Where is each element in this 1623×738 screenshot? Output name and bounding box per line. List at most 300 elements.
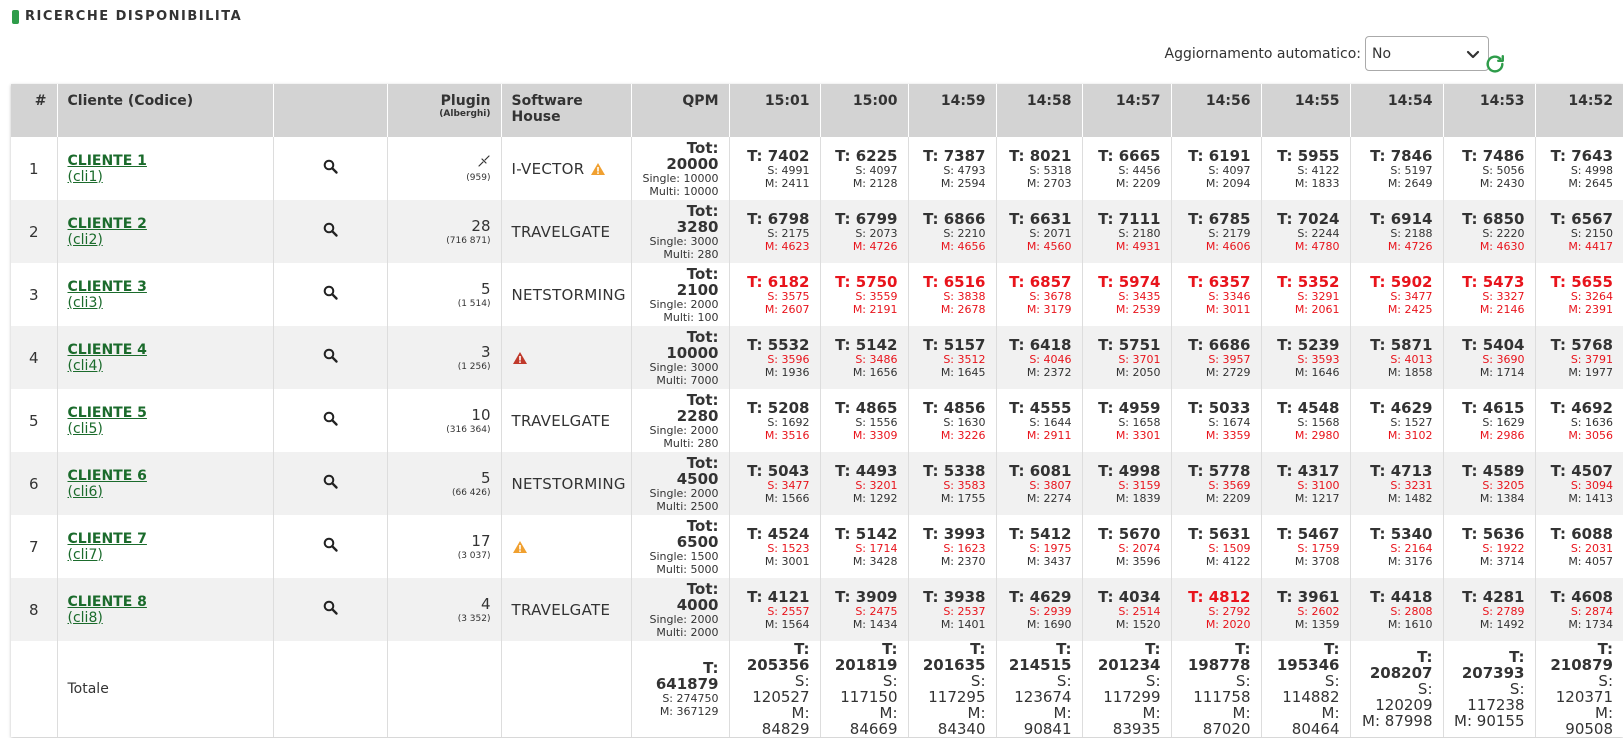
minute-stat-cell xyxy=(996,137,1082,200)
stat-total: T: 5340 xyxy=(1370,524,1433,543)
stat-total: T: 5412 xyxy=(1009,524,1072,543)
stat-total: T: 205356 xyxy=(746,640,810,674)
stat-multi: M: 3596 xyxy=(1115,554,1161,568)
stat-total: T: 4959 xyxy=(1098,398,1161,417)
stat-total: T: 7111 xyxy=(1098,209,1161,228)
stat-multi: M: 2050 xyxy=(1115,365,1161,379)
plugin-cell xyxy=(387,578,501,641)
stat-total: T: 4615 xyxy=(1462,398,1525,417)
search-cell xyxy=(273,515,387,578)
col-header-plugin: Plugin (Alberghi) xyxy=(387,84,501,137)
stat-total: T: 5670 xyxy=(1098,524,1161,543)
client-name-link[interactable]: CLIENTE 6 xyxy=(67,467,147,484)
minute-stat-cell xyxy=(996,200,1082,263)
stat-single: S: 3512 xyxy=(943,352,986,366)
table-row xyxy=(11,137,1623,200)
stat-single: S: 3205 xyxy=(1482,478,1525,492)
plugin-value: 5 xyxy=(480,468,491,487)
client-name-link[interactable]: CLIENTE 5 xyxy=(67,404,147,421)
row-number: 2 xyxy=(11,200,57,263)
stat-single: S: 117238 xyxy=(1467,680,1525,714)
totals-minute-cell xyxy=(1261,641,1350,737)
stat-total: T: 207393 xyxy=(1461,648,1525,682)
stat-total: T: 6799 xyxy=(835,209,898,228)
minute-stat-cell xyxy=(1261,326,1350,389)
software-house-cell xyxy=(501,137,631,200)
plugin-hotels-count: (1 256) xyxy=(457,361,491,372)
stat-single: S: 1674 xyxy=(1208,415,1251,429)
stat-single: S: 2514 xyxy=(1118,604,1161,618)
warning-icon xyxy=(512,540,528,554)
search-icon[interactable] xyxy=(323,222,338,237)
minute-stat-cell xyxy=(1082,515,1171,578)
stat-single: S: 2475 xyxy=(855,604,898,618)
stat-multi: M: 2729 xyxy=(1205,365,1251,379)
stat-multi: M: 84829 xyxy=(761,704,810,738)
stat-single: S: 3346 xyxy=(1208,289,1251,303)
stat-total: T: 6631 xyxy=(1009,209,1072,228)
stat-multi: M: 80464 xyxy=(1291,704,1340,738)
stat-single: S: 4998 xyxy=(1570,163,1613,177)
stat-multi: M: 4656 xyxy=(940,239,986,253)
stat-multi: M: 2094 xyxy=(1205,176,1251,190)
stat-multi: M: 1656 xyxy=(852,365,898,379)
stat-total: T: 4589 xyxy=(1462,461,1525,480)
stat-single: S: 120209 xyxy=(1375,680,1433,714)
stat-single: S: 120371 xyxy=(1555,672,1613,706)
stat-multi: M: 2911 xyxy=(1026,428,1072,442)
client-code-link[interactable]: (cli7) xyxy=(67,546,103,563)
software-house-name: TRAVELGATE xyxy=(511,600,611,619)
stat-total: T: 3909 xyxy=(835,587,898,606)
stat-multi: M: 1690 xyxy=(1026,617,1072,631)
search-icon[interactable] xyxy=(323,159,338,174)
stat-multi: M: 1566 xyxy=(764,491,810,505)
stat-single: S: 5197 xyxy=(1390,163,1433,177)
stat-total: T: 5338 xyxy=(923,461,986,480)
stat-single: S: 120527 xyxy=(752,672,810,706)
stat-single: S: 1636 xyxy=(1570,415,1613,429)
minute-stat-cell xyxy=(820,578,908,641)
search-icon[interactable] xyxy=(323,474,338,489)
minute-stat-cell xyxy=(1443,389,1535,452)
stat-multi: M: 2411 xyxy=(764,176,810,190)
minute-stat-cell xyxy=(820,200,908,263)
stat-single: S: 1568 xyxy=(1297,415,1340,429)
stat-single: S: 1658 xyxy=(1118,415,1161,429)
stat-single: S: 2792 xyxy=(1208,604,1251,618)
stat-single: S: 3678 xyxy=(1029,289,1072,303)
stat-single: S: 2244 xyxy=(1297,226,1340,240)
stat-single: S: 117295 xyxy=(928,672,986,706)
stat-single: S: 2220 xyxy=(1482,226,1525,240)
stat-single: S: 1523 xyxy=(767,541,810,555)
stat-single: S: 3583 xyxy=(943,478,986,492)
minute-stat-cell xyxy=(908,578,996,641)
stat-total: T: 4548 xyxy=(1277,398,1340,417)
stat-total: T: 5033 xyxy=(1188,398,1251,417)
stat-single: S: 1644 xyxy=(1029,415,1072,429)
client-cell xyxy=(57,200,273,263)
stat-multi: M: 4606 xyxy=(1205,239,1251,253)
stat-multi: M: 2607 xyxy=(764,302,810,316)
stat-total: T: 5974 xyxy=(1098,272,1161,291)
minute-stat-cell xyxy=(1443,452,1535,515)
client-name-link[interactable]: CLIENTE 7 xyxy=(67,530,147,547)
minute-stat-cell xyxy=(1350,200,1443,263)
stat-total: T: 4865 xyxy=(835,398,898,417)
stat-single: S: 4793 xyxy=(943,163,986,177)
col-header-time: 14:57 xyxy=(1082,84,1171,137)
search-icon[interactable] xyxy=(323,411,338,426)
stat-total: T: 7846 xyxy=(1370,146,1433,165)
minute-stat-cell xyxy=(908,326,996,389)
client-name-link[interactable]: CLIENTE 2 xyxy=(67,215,147,232)
stat-single: S: 2175 xyxy=(767,226,810,240)
stat-single: S: 3291 xyxy=(1297,289,1340,303)
totals-minute-cell xyxy=(1443,641,1535,737)
stat-total: T: 208207 xyxy=(1369,648,1433,682)
stat-total: T: 7643 xyxy=(1550,146,1613,165)
stat-multi: M: 1564 xyxy=(764,617,810,631)
stat-multi: M: 1520 xyxy=(1115,617,1161,631)
minute-stat-cell xyxy=(1171,326,1261,389)
plugin-cell xyxy=(387,200,501,263)
minute-stat-cell xyxy=(1082,200,1171,263)
col-header-time: 15:00 xyxy=(820,84,908,137)
minute-stat-cell xyxy=(1082,452,1171,515)
stat-total: T: 5473 xyxy=(1462,272,1525,291)
plugin-value: 3 xyxy=(480,342,491,361)
stat-single: S: 2179 xyxy=(1208,226,1251,240)
stat-single: S: 2180 xyxy=(1118,226,1161,240)
stat-single: S: 2031 xyxy=(1570,541,1613,555)
client-name-link[interactable]: CLIENTE 3 xyxy=(67,278,147,295)
stat-total: T: 7402 xyxy=(747,146,810,165)
minute-stat-cell xyxy=(1350,326,1443,389)
minute-stat-cell xyxy=(1171,578,1261,641)
stat-single: S: 1629 xyxy=(1482,415,1525,429)
minute-stat-cell xyxy=(996,263,1082,326)
minute-stat-cell xyxy=(1261,389,1350,452)
plugin-cell xyxy=(387,326,501,389)
stat-single: S: 3575 xyxy=(767,289,810,303)
stat-multi: M: 2980 xyxy=(1294,428,1340,442)
stat-multi: M: 2370 xyxy=(940,554,986,568)
stat-multi: M: 3056 xyxy=(1568,428,1613,442)
minute-stat-cell xyxy=(820,452,908,515)
minute-stat-cell xyxy=(1261,515,1350,578)
stat-total: T: 4281 xyxy=(1462,587,1525,606)
stat-single: S: 3838 xyxy=(943,289,986,303)
minute-stat-cell xyxy=(729,452,820,515)
totals-minute-cell xyxy=(729,641,820,737)
plugin-hotels-count: (959) xyxy=(466,172,491,183)
client-name-link[interactable]: CLIENTE 1 xyxy=(67,152,147,169)
refresh-icon[interactable] xyxy=(1484,53,1506,75)
software-house-cell xyxy=(501,452,631,515)
search-cell xyxy=(273,578,387,641)
stat-single: S: 3327 xyxy=(1482,289,1525,303)
plugin-cell xyxy=(387,452,501,515)
stat-multi: M: 4560 xyxy=(1026,239,1072,253)
stat-single: S: 1759 xyxy=(1297,541,1340,555)
col-header-cliente: Cliente (Codice) xyxy=(57,84,273,137)
stat-multi: M: 1482 xyxy=(1387,491,1433,505)
stat-single: S: 1623 xyxy=(943,541,986,555)
software-house-name: TRAVELGATE xyxy=(511,411,611,430)
totals-empty-cell xyxy=(273,641,387,737)
software-house-name: NETSTORMING xyxy=(511,474,626,493)
stat-single: S: 4122 xyxy=(1297,163,1340,177)
client-cell xyxy=(57,263,273,326)
client-name-link[interactable]: CLIENTE 8 xyxy=(67,593,147,610)
client-code-link[interactable]: (cli2) xyxy=(67,231,103,248)
stat-multi: M: 4780 xyxy=(1294,239,1340,253)
stat-multi: M: 2986 xyxy=(1479,428,1525,442)
stat-multi: M: 2594 xyxy=(940,176,986,190)
minute-stat-cell xyxy=(1261,137,1350,200)
col-header-time: 14:59 xyxy=(908,84,996,137)
minute-stat-cell xyxy=(1171,452,1261,515)
stat-multi: M: 4726 xyxy=(1387,239,1433,253)
stat-total: T: 6357 xyxy=(1188,272,1251,291)
stat-single: S: 2150 xyxy=(1570,226,1613,240)
client-code-link[interactable]: (cli8) xyxy=(67,609,103,626)
plugin-value: 28 xyxy=(471,216,491,235)
stat-single: S: 117299 xyxy=(1103,672,1161,706)
row-number: 4 xyxy=(11,326,57,389)
minute-stat-cell xyxy=(729,326,820,389)
totals-minute-cell xyxy=(1535,641,1623,737)
stat-total: T: 5871 xyxy=(1370,335,1433,354)
table-row xyxy=(11,263,1623,326)
stat-total: T: 5142 xyxy=(835,524,898,543)
search-icon[interactable] xyxy=(323,285,338,300)
qpm-cell: Tot: 6500 Single: 1500 Multi: 5000 xyxy=(631,515,729,578)
totals-empty-cell xyxy=(501,641,631,737)
minute-stat-cell xyxy=(1171,263,1261,326)
plugin-cell xyxy=(387,389,501,452)
search-icon[interactable] xyxy=(323,348,338,363)
stat-multi: M: 1434 xyxy=(852,617,898,631)
search-cell xyxy=(273,263,387,326)
minute-stat-cell xyxy=(996,515,1082,578)
stat-single: S: 2602 xyxy=(1297,604,1340,618)
stat-multi: M: 2649 xyxy=(1387,176,1433,190)
stat-total: T: 4418 xyxy=(1370,587,1433,606)
minute-stat-cell xyxy=(1535,452,1623,515)
stat-total: T: 198778 xyxy=(1187,640,1251,674)
stat-single: S: 2210 xyxy=(943,226,986,240)
stat-multi: M: 4931 xyxy=(1115,239,1161,253)
client-code-link[interactable]: (cli1) xyxy=(67,168,103,185)
minute-stat-cell xyxy=(820,389,908,452)
stat-single: S: 3957 xyxy=(1208,352,1251,366)
totals-qpm-cell: T: 641879 S: 274750 M: 367129 xyxy=(631,641,729,737)
col-header-time: 14:52 xyxy=(1535,84,1623,137)
stat-total: T: 7024 xyxy=(1277,209,1340,228)
stat-total: T: 4034 xyxy=(1098,587,1161,606)
minute-stat-cell xyxy=(1535,137,1623,200)
stat-single: S: 2537 xyxy=(943,604,986,618)
minute-stat-cell xyxy=(996,326,1082,389)
stat-single: S: 3201 xyxy=(855,478,898,492)
stat-single: S: 3264 xyxy=(1570,289,1613,303)
client-code-link[interactable]: (cli3) xyxy=(67,294,103,311)
stat-total: T: 5532 xyxy=(747,335,810,354)
stat-total: T: 201819 xyxy=(834,640,898,674)
stat-multi: M: 2209 xyxy=(1205,491,1251,505)
minute-stat-cell xyxy=(996,578,1082,641)
stat-single: S: 2071 xyxy=(1029,226,1072,240)
stat-single: S: 1509 xyxy=(1208,541,1251,555)
col-header-time: 14:56 xyxy=(1171,84,1261,137)
stat-total: T: 5902 xyxy=(1370,272,1433,291)
minute-stat-cell xyxy=(996,452,1082,515)
stat-multi: M: 84340 xyxy=(937,704,986,738)
col-header-qpm: QPM xyxy=(631,84,729,137)
stat-total: T: 5208 xyxy=(747,398,810,417)
stat-multi: M: 3309 xyxy=(852,428,898,442)
search-cell xyxy=(273,452,387,515)
minute-stat-cell xyxy=(1535,263,1623,326)
minute-stat-cell xyxy=(908,452,996,515)
stat-single: S: 3477 xyxy=(1390,289,1433,303)
stat-multi: M: 3102 xyxy=(1387,428,1433,442)
plugin-cell xyxy=(387,263,501,326)
stat-single: S: 3807 xyxy=(1029,478,1072,492)
totals-num-cell xyxy=(11,641,57,737)
client-code-link[interactable]: (cli6) xyxy=(67,483,103,500)
stat-multi: M: 1858 xyxy=(1387,365,1433,379)
minute-stat-cell xyxy=(820,326,908,389)
minute-stat-cell xyxy=(1171,515,1261,578)
stat-total: T: 5631 xyxy=(1188,524,1251,543)
table-row xyxy=(11,578,1623,641)
search-icon[interactable] xyxy=(323,600,338,615)
stat-single: S: 1692 xyxy=(767,415,810,429)
stat-multi: M: 4417 xyxy=(1568,239,1613,253)
stat-single: S: 4456 xyxy=(1118,163,1161,177)
minute-stat-cell xyxy=(1350,515,1443,578)
minute-stat-cell xyxy=(1171,389,1261,452)
plugin-value: 5 xyxy=(480,279,491,298)
minute-stat-cell xyxy=(1350,389,1443,452)
stat-multi: M: 2645 xyxy=(1568,176,1613,190)
minute-stat-cell xyxy=(1261,578,1350,641)
stat-total: T: 4608 xyxy=(1550,587,1613,606)
stat-multi: M: 1217 xyxy=(1294,491,1340,505)
client-code-link[interactable]: (cli5) xyxy=(67,420,103,437)
stat-multi: M: 87020 xyxy=(1202,704,1251,738)
stat-single: S: 3701 xyxy=(1118,352,1161,366)
stat-total: T: 6857 xyxy=(1009,272,1072,291)
qpm-cell: Tot: 4000 Single: 2000 Multi: 2000 xyxy=(631,578,729,641)
search-icon[interactable] xyxy=(323,537,338,552)
stat-multi: M: 2391 xyxy=(1568,302,1613,316)
stat-single: S: 2557 xyxy=(767,604,810,618)
minute-stat-cell xyxy=(1535,578,1623,641)
stat-total: T: 4121 xyxy=(747,587,810,606)
software-house-cell xyxy=(501,515,631,578)
stat-multi: M: 3516 xyxy=(764,428,810,442)
stat-multi: M: 1645 xyxy=(940,365,986,379)
col-header-time: 15:01 xyxy=(729,84,820,137)
qpm-cell: Tot: 3280 Single: 3000 Multi: 280 xyxy=(631,200,729,263)
stat-single: S: 4013 xyxy=(1390,352,1433,366)
stat-single: S: 3569 xyxy=(1208,478,1251,492)
stat-single: S: 1975 xyxy=(1029,541,1072,555)
stat-total: T: 8021 xyxy=(1009,146,1072,165)
auto-refresh-select[interactable] xyxy=(1365,36,1489,71)
stat-single: S: 1714 xyxy=(855,541,898,555)
minute-stat-cell xyxy=(1535,326,1623,389)
stat-total: T: 6191 xyxy=(1188,146,1251,165)
stat-total: T: 6182 xyxy=(747,272,810,291)
stat-total: T: 6914 xyxy=(1370,209,1433,228)
stat-total: T: 201234 xyxy=(1097,640,1161,674)
plugin-hotels-count: (316 364) xyxy=(446,424,491,435)
stat-multi: M: 2209 xyxy=(1115,176,1161,190)
search-cell xyxy=(273,137,387,200)
col-header-time: 14:55 xyxy=(1261,84,1350,137)
stat-multi: M: 1646 xyxy=(1294,365,1340,379)
stat-single: S: 1922 xyxy=(1482,541,1525,555)
row-number: 5 xyxy=(28,411,39,430)
stat-total: T: 7486 xyxy=(1462,146,1525,165)
minute-stat-cell xyxy=(1082,326,1171,389)
col-header-time: 14:58 xyxy=(996,84,1082,137)
stat-multi: M: 1384 xyxy=(1479,491,1525,505)
stat-multi: M: 87998 xyxy=(1362,712,1433,730)
stat-multi: M: 3714 xyxy=(1479,554,1525,568)
stat-multi: M: 2020 xyxy=(1205,617,1251,631)
stat-total: T: 5467 xyxy=(1277,524,1340,543)
stat-total: T: 5778 xyxy=(1188,461,1251,480)
stat-multi: M: 4630 xyxy=(1479,239,1525,253)
totals-minute-cell xyxy=(908,641,996,737)
client-code-link[interactable]: (cli4) xyxy=(67,357,103,374)
stat-multi: M: 3359 xyxy=(1205,428,1251,442)
totals-row xyxy=(11,641,1623,737)
stat-single: S: 4046 xyxy=(1029,352,1072,366)
stat-multi: M: 1734 xyxy=(1568,617,1613,631)
stat-total: T: 5142 xyxy=(835,335,898,354)
minute-stat-cell xyxy=(1350,137,1443,200)
stat-multi: M: 1833 xyxy=(1294,176,1340,190)
stat-total: T: 3993 xyxy=(923,524,986,543)
stat-total: T: 4629 xyxy=(1370,398,1433,417)
stat-multi: M: 1839 xyxy=(1115,491,1161,505)
stat-total: T: 6866 xyxy=(923,209,986,228)
availability-table xyxy=(11,84,1623,737)
row-number: 8 xyxy=(11,578,57,641)
minute-stat-cell xyxy=(1443,200,1535,263)
stat-multi: M: 1401 xyxy=(940,617,986,631)
stat-total: T: 6850 xyxy=(1462,209,1525,228)
client-cell xyxy=(57,578,273,641)
stat-single: S: 114882 xyxy=(1282,672,1340,706)
stat-total: T: 6088 xyxy=(1550,524,1613,543)
stat-total: T: 5655 xyxy=(1550,272,1613,291)
qpm-cell: Tot: 2100 Single: 2000 Multi: 100 xyxy=(631,263,729,326)
col-header-time: 14:54 xyxy=(1350,84,1443,137)
client-name-link[interactable]: CLIENTE 4 xyxy=(67,341,147,358)
stat-total: T: 6516 xyxy=(923,272,986,291)
row-number: 3 xyxy=(28,285,39,304)
stat-multi: M: 2678 xyxy=(940,302,986,316)
